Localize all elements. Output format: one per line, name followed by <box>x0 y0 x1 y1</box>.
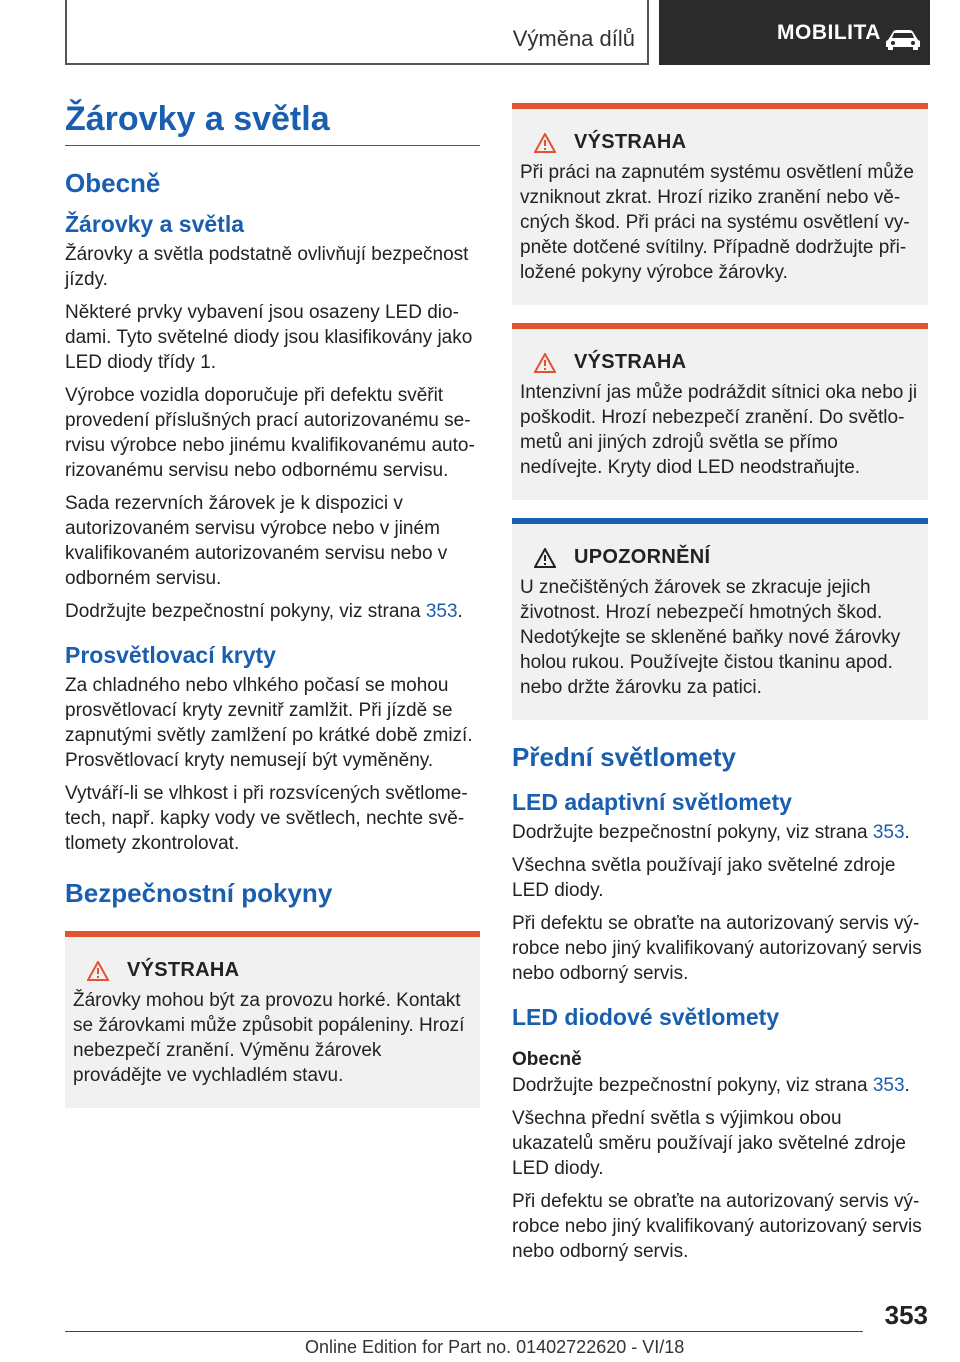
warning-text: Intenzivní jas může podráždit sítnici oka nebo ji poškodit. Hrozí nebezpečí zranění. Do světlometů ani jiných zdrojů světla se přímo nedívejte. Kryty diod LED neodstraňujte. <box>520 382 918 478</box>
paragraph: Všechna přední světla s výjimkou obou ukazatelů směru používají jako světelné zdroje LED diody. <box>512 1108 906 1179</box>
ref-end: . <box>904 822 910 843</box>
paragraph: Za chladného nebo vlhkého počasí se mohou prosvětlovací kryty zevnitř zamlžit. Při jízdě se zapnutými světly zamlžení po krátké době zmizí. Prosvětlovací kryty nemusejí být vyměněny. <box>65 675 473 771</box>
paragraph-safety-ref <box>512 1073 928 1098</box>
paragraph: Vytváří-li se vlhkost i při rozsvícených světlometech, např. kapky vody ve světlech, nechte světlomety zkontrolovat. <box>65 783 468 854</box>
caution-triangle-icon <box>534 548 556 568</box>
page-title: Žárovky a světla <box>65 100 480 146</box>
subheading-general: Obecně <box>512 1049 582 1070</box>
paragraph: Žárovky a světla podstatně ovlivňují bezpečnost jízdy. <box>65 244 469 290</box>
warning-box <box>65 931 480 1108</box>
heading-adaptive-led: LED adaptivní světlomety <box>512 789 792 815</box>
page-number: 353 <box>884 1300 928 1330</box>
paragraph: Při defektu se obraťte na autorizovaný servis výrobce nebo jiný kvalifikovaný autorizovaný servis nebo odborný servis. <box>512 1191 922 1262</box>
heading-general: Obecně <box>65 168 161 198</box>
ref-text: Dodržujte bezpečnostní pokyny, viz strana <box>512 822 873 843</box>
paragraph: Některé prvky vybavení jsou osazeny LED diodami. Tyto světelné diody jsou klasifikovány jako LED diody třídy 1. <box>65 302 473 373</box>
page-link[interactable]: 353 <box>425 601 458 622</box>
ref-end: . <box>457 601 463 622</box>
paragraph: Při defektu se obraťte na autorizovaný servis výrobce nebo jiný kvalifikovaný autorizovaný servis nebo odborný servis. <box>512 913 922 984</box>
right-column <box>512 103 928 1272</box>
paragraph: Sada rezervních žárovek je k dispozici v autorizovaném servisu výrobce nebo v jiném kvalifikovaném autorizovaném servisu nebo v odborném servisu. <box>65 493 448 589</box>
notice-header <box>520 546 920 569</box>
footer-edition: Online Edition for Part no. 01402722620 - VI/18 <box>305 1337 685 1357</box>
warning-text: Při práci na zapnutém systému osvětlení může vzniknout zkrat. Hrozí riziko zranění nebo věcných škod. Při práci na systému osvětlení vypněte dotčené svítilny. Případně dodržujte přiložené pokyny výrobce žárovky. <box>520 162 914 283</box>
warning-triangle-icon <box>87 961 109 981</box>
left-column <box>65 100 480 1126</box>
warning-triangle-icon <box>534 133 556 153</box>
ref-text: Dodržujte bezpečnostní pokyny, viz strana <box>512 1075 873 1096</box>
warning-box <box>512 323 928 500</box>
ref-text: Dodržujte bezpečnostní pokyny, viz strana <box>65 601 426 622</box>
heading-bulbs-lights: Žárovky a světla <box>65 211 245 237</box>
notice-box <box>512 518 928 720</box>
footer-divider <box>65 1331 863 1332</box>
warning-header <box>73 959 472 982</box>
warning-title: VÝSTRAHA <box>574 351 687 373</box>
header-chapter-label: MOBILITA <box>777 20 881 44</box>
heading-front-lights: Přední světlomety <box>512 742 736 772</box>
ref-end: . <box>904 1075 910 1096</box>
warning-text: Žárovky mohou být za provozu horké. Kontakt se žárovkami může způsobit popáleniny. Hrozí nebezpečí zranění. Výměnu žárovek provádějte ve vychladlém stavu. <box>73 990 465 1086</box>
paragraph-safety-ref <box>512 820 928 845</box>
warning-box <box>512 103 928 305</box>
warning-title: VÝSTRAHA <box>574 131 687 153</box>
warning-header <box>520 351 920 374</box>
heading-led-diode: LED diodové světlomety <box>512 1004 780 1030</box>
paragraph: Výrobce vozidla doporučuje při defektu svěřit provedení příslušných prací autorizovanému servisu výrobce nebo jinému kvalifikovanému autorizovanému servisu nebo odbornému servisu. <box>65 385 475 481</box>
warning-triangle-icon <box>534 353 556 373</box>
notice-title: UPOZORNĚNÍ <box>574 546 711 568</box>
page-link[interactable]: 353 <box>872 822 905 843</box>
header-section-title: Výměna dílů <box>512 26 635 51</box>
page-link[interactable]: 353 <box>872 1075 905 1096</box>
paragraph: Všechna světla používají jako světelné zdroje LED diody. <box>512 855 896 901</box>
paragraph-safety-ref <box>65 599 480 624</box>
notice-text: U znečištěných žárovek se zkracuje jejich životnost. Hrozí nebezpečí hmotných škod. Nedotýkejte se skleněné baňky nové žárovky holou rukou. Používejte čistou tkaninu apod. nebo držte žárovku za patici. <box>520 577 901 698</box>
warning-title: VÝSTRAHA <box>127 959 240 981</box>
heading-covers: Prosvětlovací kryty <box>65 642 276 668</box>
warning-header <box>520 131 920 154</box>
header-section-box <box>65 0 649 65</box>
heading-safety: Bezpečnostní pokyny <box>65 878 333 908</box>
car-icon <box>884 28 922 50</box>
header-chapter-tab <box>659 0 930 65</box>
